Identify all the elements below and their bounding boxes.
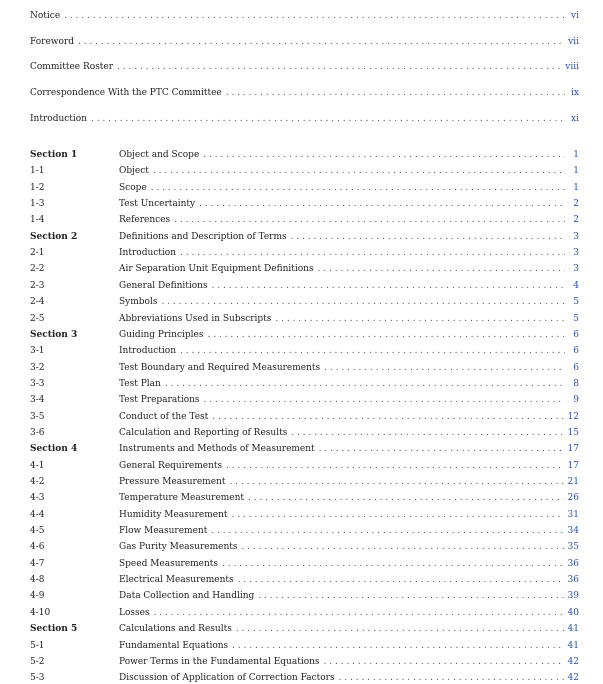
dot-leader [207, 329, 565, 341]
dot-leader [319, 443, 564, 455]
toc-page-link[interactable]: 1 [573, 182, 579, 193]
toc-entry[interactable] [30, 345, 579, 357]
toc-entry[interactable] [30, 113, 579, 125]
dot-leader [324, 362, 565, 374]
toc-entry-title: Conduct of the Test [119, 411, 209, 422]
toc-entry[interactable] [30, 87, 579, 99]
toc-entry-number: 2-3 [30, 280, 45, 291]
toc-entry[interactable] [30, 574, 579, 586]
toc-page-link[interactable]: 21 [567, 477, 579, 487]
toc-entry-title: Symbols [119, 297, 158, 308]
toc-entry-title: Air Separation Unit Equipment Definitions [119, 264, 314, 275]
toc-entry[interactable] [30, 492, 579, 504]
toc-page-link[interactable]: 1 [573, 166, 579, 177]
toc-page-link[interactable]: 2 [573, 215, 579, 226]
toc-entry-number: Section 3 [30, 329, 78, 340]
toc-entry-number: 4-6 [30, 542, 45, 553]
toc-entry-title: Notice [30, 11, 61, 21]
toc-page-link[interactable]: 3 [573, 231, 579, 242]
toc-entry-number: 1-1 [30, 166, 45, 177]
toc-page-link[interactable]: 17 [567, 460, 579, 471]
dot-leader [211, 525, 563, 537]
dot-leader [248, 492, 564, 504]
toc-entry[interactable] [30, 296, 579, 308]
toc-entry[interactable] [30, 182, 579, 194]
toc-entry[interactable] [30, 313, 579, 325]
toc-entry-number: 2-5 [30, 313, 45, 324]
toc-entry-number: Section 1 [30, 150, 78, 160]
toc-entry-title: Instruments and Methods of Measurement [119, 444, 315, 455]
dot-leader [117, 61, 561, 73]
dot-leader [154, 607, 564, 619]
toc-entry[interactable] [30, 607, 579, 619]
dot-leader [180, 247, 565, 259]
toc-entry-number: 4-2 [30, 477, 45, 487]
toc-entry[interactable] [30, 61, 579, 73]
toc-page-link[interactable]: 40 [567, 607, 579, 618]
dot-leader [226, 87, 565, 99]
toc-entry[interactable] [30, 198, 579, 210]
toc-entry-number: 3-6 [30, 427, 45, 438]
toc-entry-number: Section 2 [30, 231, 78, 242]
toc-page-link[interactable]: viii [565, 62, 579, 72]
toc-entry-number: 4-9 [30, 591, 45, 602]
toc-entry-number: 1-2 [30, 182, 45, 193]
toc-entry-title: Humidity Measurement [119, 509, 228, 520]
toc-entry[interactable] [30, 525, 579, 537]
toc-entry-number: 3-1 [30, 346, 45, 357]
toc-entry[interactable] [30, 263, 579, 275]
dot-leader [339, 672, 564, 684]
toc-section-entry[interactable] [30, 329, 579, 341]
toc-page-link[interactable]: 35 [567, 542, 579, 553]
toc-entry-number: Section 5 [30, 624, 78, 635]
toc-page-link[interactable]: xi [571, 114, 579, 124]
toc-entry[interactable] [30, 247, 579, 259]
dot-leader [174, 214, 565, 226]
toc-entry-title: Introduction [30, 114, 87, 124]
toc-page-link[interactable]: ix [571, 88, 579, 98]
toc-entry-title: References [119, 215, 171, 226]
toc-page-link[interactable]: vi [571, 11, 579, 21]
toc-entry-title: General Requirements [119, 460, 223, 471]
toc-page-link[interactable]: 8 [573, 378, 579, 389]
toc-entry-title: Pressure Measurement [119, 477, 226, 487]
toc-entry-title: Discussion of Application of Correction Factors [119, 673, 335, 684]
toc-entry-title: Introduction [119, 346, 176, 357]
toc-page-link[interactable]: 5 [573, 313, 579, 324]
dot-leader [231, 509, 563, 521]
toc-page-link[interactable]: 42 [567, 673, 579, 684]
toc-entry-number: 3-4 [30, 395, 45, 406]
toc-page-link[interactable]: 39 [567, 591, 579, 602]
dot-leader [291, 427, 563, 439]
dot-leader [258, 590, 563, 602]
toc-entry-number: 1-4 [30, 215, 45, 226]
toc-entry[interactable] [30, 427, 579, 439]
toc-entry[interactable] [30, 214, 579, 226]
toc-page-link[interactable]: 2 [573, 199, 579, 210]
toc-entry[interactable] [30, 411, 579, 423]
toc-page-link[interactable]: 3 [573, 264, 579, 275]
toc-page-link[interactable]: 6 [573, 362, 579, 373]
toc-entry[interactable] [30, 656, 579, 668]
dot-leader [318, 263, 565, 275]
toc-section-entry[interactable] [30, 623, 579, 635]
toc-entry-number: Section 4 [30, 444, 78, 455]
dot-leader [212, 280, 565, 292]
toc-entry-number: 4-5 [30, 526, 45, 537]
dot-leader [203, 149, 565, 161]
toc-entry[interactable] [30, 460, 579, 472]
toc-page-link[interactable]: 42 [567, 656, 579, 667]
toc-page-link[interactable]: 36 [567, 558, 579, 569]
toc-entry-number: 3-5 [30, 411, 45, 422]
toc-page-link[interactable]: 41 [567, 624, 579, 635]
toc-page-link[interactable]: 6 [573, 329, 579, 340]
toc-entry-title: Test Uncertainty [119, 199, 196, 210]
toc-entry-number: 4-8 [30, 575, 45, 586]
toc-entry[interactable] [30, 10, 579, 22]
toc-entry[interactable] [30, 640, 579, 652]
toc-page-link[interactable]: 26 [567, 493, 579, 504]
toc-entry-number: 4-1 [30, 460, 45, 471]
toc-entry-title: Calculations and Results [119, 624, 232, 635]
toc-page-link[interactable]: 5 [573, 297, 579, 308]
toc-entry[interactable] [30, 394, 579, 406]
dot-leader [153, 165, 565, 177]
toc-entry[interactable] [30, 509, 579, 521]
toc-entry[interactable] [30, 590, 579, 602]
toc-entry-number: 5-1 [30, 640, 45, 651]
toc-page-link[interactable]: 36 [567, 575, 579, 586]
toc-entry-title: Test Boundary and Required Measurements [119, 362, 321, 373]
toc-entry-number: 2-1 [30, 248, 45, 259]
toc-entry-title: Committee Roster [30, 62, 114, 72]
toc-entry-number: 3-2 [30, 362, 45, 373]
dot-leader [291, 231, 565, 243]
toc-entry-title: Electrical Measurements [119, 575, 234, 586]
toc-entry-title: Scope [119, 182, 147, 193]
toc-page-link[interactable]: 1 [573, 150, 579, 160]
dot-leader [78, 36, 564, 48]
toc-entry-number: 4-4 [30, 509, 45, 520]
toc-entry-title: Correspondence With the PTC Committee [30, 88, 222, 98]
toc-entry[interactable] [30, 280, 579, 292]
dot-leader [151, 182, 565, 194]
dot-leader [222, 558, 564, 570]
toc-page-link[interactable]: 17 [567, 444, 579, 455]
toc-entry-title: Fundamental Equations [119, 640, 229, 651]
toc-entry-title: Definitions and Description of Terms [119, 231, 287, 242]
toc-page-link[interactable]: 15 [567, 427, 579, 438]
toc-entry-title: Object and Scope [119, 150, 200, 160]
toc-section-entry[interactable] [30, 443, 579, 455]
toc-section-entry[interactable] [30, 231, 579, 243]
toc-entry-number: 4-3 [30, 493, 45, 504]
toc-entry-title: Speed Measurements [119, 558, 219, 569]
toc-entry[interactable] [30, 672, 579, 684]
toc-page-link[interactable]: 41 [567, 640, 579, 651]
toc-entry-title: Losses [119, 607, 150, 618]
dot-leader [64, 10, 565, 22]
dot-leader [236, 623, 564, 635]
toc-entry-title: Temperature Measurement [119, 493, 245, 504]
toc-entry-number: 4-10 [30, 607, 51, 618]
toc-page-link[interactable]: 3 [573, 248, 579, 259]
toc-entry-title: Calculation and Reporting of Results [119, 427, 288, 438]
toc-entry-number: 3-3 [30, 378, 45, 389]
toc-page-link[interactable]: vii [568, 37, 579, 47]
dot-leader [238, 574, 564, 586]
toc-page-link[interactable]: 6 [573, 346, 579, 357]
toc-entry[interactable] [30, 36, 579, 48]
dot-leader [165, 378, 565, 390]
dot-leader [241, 541, 563, 553]
toc-page-link[interactable]: 9 [573, 395, 579, 406]
dot-leader [229, 476, 563, 488]
toc-entry-number: 4-7 [30, 558, 45, 569]
toc-entry-number: 1-3 [30, 199, 45, 210]
dot-leader [232, 640, 563, 652]
toc-page-link[interactable]: 12 [567, 411, 579, 422]
toc-entry-title: Guiding Principles [119, 329, 204, 340]
toc-entry-title: Gas Purity Measurements [119, 542, 238, 553]
toc-page-link[interactable]: 4 [573, 280, 579, 291]
toc-entry[interactable] [30, 165, 579, 177]
toc-entry[interactable] [30, 476, 579, 488]
toc-entry[interactable] [30, 378, 579, 390]
dot-leader [212, 411, 563, 423]
toc-entry-title: Test Plan [119, 378, 161, 389]
dot-leader [226, 460, 563, 472]
toc-section-entry[interactable] [30, 149, 579, 161]
dot-leader [275, 313, 565, 325]
toc-entry-number: 5-2 [30, 656, 45, 667]
toc-entry-title: Data Collection and Handling [119, 591, 255, 602]
dot-leader [161, 296, 565, 308]
dot-leader [180, 345, 565, 357]
dot-leader [199, 198, 565, 210]
dot-leader [324, 656, 564, 668]
toc-entry-title: Power Terms in the Fundamental Equations [119, 656, 320, 667]
toc-entry[interactable] [30, 541, 579, 553]
dot-leader [204, 394, 565, 406]
toc-entry[interactable] [30, 362, 579, 374]
toc-page-link[interactable]: 34 [567, 526, 579, 537]
toc-entry-title: Abbreviations Used in Subscripts [119, 313, 272, 324]
toc-entry[interactable] [30, 558, 579, 570]
toc-entry-title: General Definitions [119, 280, 208, 291]
toc-entry-title: Introduction [119, 248, 176, 259]
toc-entry-title: Test Preparations [119, 395, 200, 406]
toc-entry-title: Object [119, 166, 149, 177]
toc-entry-number: 2-4 [30, 297, 45, 308]
toc-entry-title: Flow Measurement [119, 526, 208, 537]
toc-entry-number: 5-3 [30, 673, 45, 684]
toc-entry-title: Foreword [30, 37, 74, 47]
toc-entry-number: 2-2 [30, 264, 45, 275]
toc-page-link[interactable]: 31 [567, 509, 579, 520]
dot-leader [91, 113, 565, 125]
